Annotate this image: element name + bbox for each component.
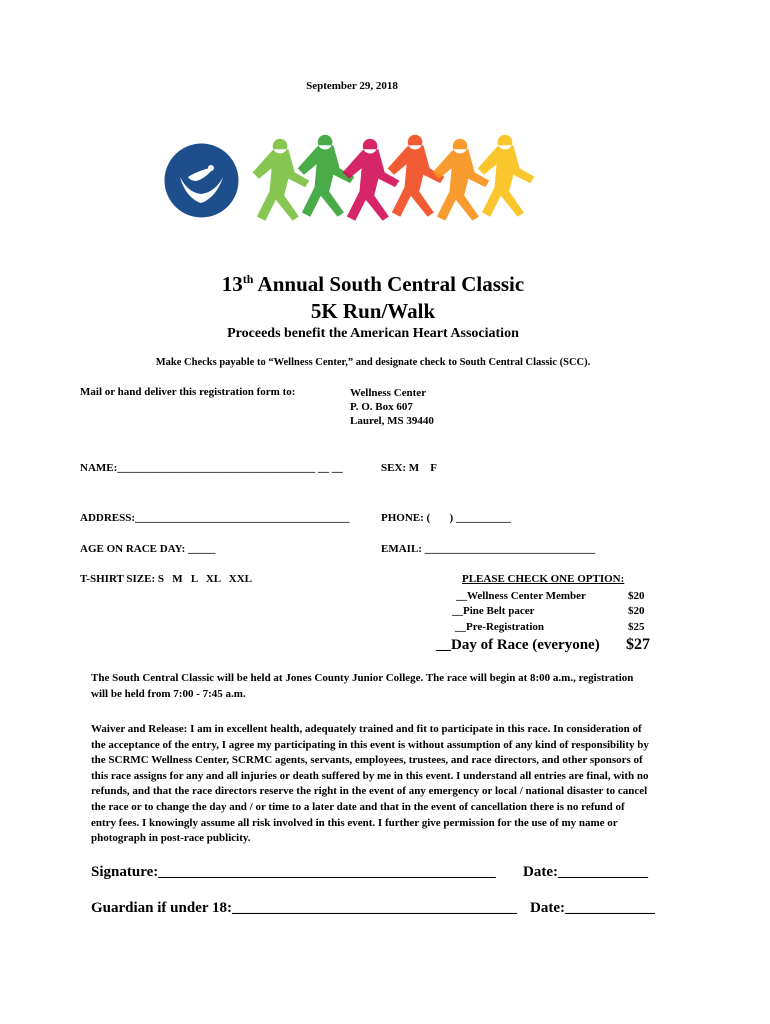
email-field[interactable]: EMAIL: _______________________________ <box>381 543 596 555</box>
signature-field[interactable]: Signature:_____________________________________________ <box>91 864 496 880</box>
mailing-address <box>350 386 434 428</box>
runner-silhouette <box>298 135 355 217</box>
waiver-line: entry fees. I knowingly assume all risk involved in this event. I further give permission for the use of my name or <box>91 816 618 829</box>
options-heading: PLEASE CHECK ONE OPTION: <box>462 573 625 585</box>
paragraph-line: will be held from 7:00 - 7:45 a.m. <box>91 687 246 700</box>
address-field[interactable]: ADDRESS:_______________________________________ <box>80 512 350 524</box>
runner-silhouette <box>478 135 535 217</box>
waiver-line: this race assigns for any and all injuries or death suffered by me in this event. I understand all entries are final, with no <box>91 769 649 782</box>
checks-note: Make Checks payable to “Wellness Center,” and designate check to South Central Classic (SCC). <box>155 357 591 368</box>
page-title-line2: 5K Run/Walk <box>310 299 436 323</box>
name-field[interactable]: NAME:____________________________________ __ __ <box>80 462 343 474</box>
guardian-signature-field[interactable]: Guardian if under 18:______________________________________ <box>91 900 517 916</box>
address-line: P. O. Box 607 <box>350 401 413 413</box>
waiver-line: the acceptance of the entry, I agree my participating in this event is without assumption of any kind of responsibility by <box>91 738 649 751</box>
option-pre-registration[interactable]: __Pre-Registration <box>455 621 544 633</box>
option-price: $20 <box>628 590 645 602</box>
paragraph-line: The South Central Classic will be held at Jones County Junior College. The race will begin at 8:00 a.m., registration <box>91 672 634 684</box>
waiver-line: refunds, and that the race directors reserve the right in the event of any emergency or local / national disaster to cancel <box>91 785 648 798</box>
phone-field[interactable]: PHONE: ( ) __________ <box>381 512 511 524</box>
option-price: $20 <box>628 605 645 617</box>
sex-field[interactable]: SEX: M F <box>381 462 437 474</box>
waiver-line: the race or to change the day and / or time to a later date and that in the event of cancellation there is no refund of <box>91 800 625 813</box>
event-location-paragraph <box>91 671 731 702</box>
option-wellness-member[interactable]: __Wellness Center Member <box>456 590 586 602</box>
title-rest: Annual South Central Classic <box>253 272 525 296</box>
tshirt-size-field[interactable]: T-SHIRT SIZE: S M L XL XXL <box>80 573 253 585</box>
wellness-center-logo <box>164 143 239 218</box>
age-field[interactable]: AGE ON RACE DAY: _____ <box>80 543 216 555</box>
waiver-line: the SCRMC Wellness Center, SCRMC agents, servants, employees, trustees, and race directors, and other sponsors of <box>91 754 643 767</box>
waiver-line: Waiver and Release: I am in excellent health, adequately trained and fit to participate in this race. In consideration of <box>91 723 642 735</box>
runners-graphic <box>250 125 535 235</box>
day-of-race-price: $27 <box>626 636 650 653</box>
address-line: Laurel, MS 39440 <box>350 415 434 427</box>
document-date: September 29, 2018 <box>306 80 398 92</box>
waiver-line: photograph in post-race publicity. <box>91 832 251 845</box>
waiver-paragraph <box>91 722 731 847</box>
address-line: Wellness Center <box>350 387 427 399</box>
runner-silhouette <box>253 139 310 221</box>
subtitle: Proceeds benefit the American Heart Association <box>227 326 519 341</box>
runner-silhouette <box>388 135 445 217</box>
option-day-of-race[interactable]: __Day of Race (everyone) <box>436 637 600 653</box>
option-price: $25 <box>628 621 645 633</box>
signature-date-field[interactable]: Date:____________ <box>523 864 648 880</box>
option-pine-belt-pacer[interactable]: __Pine Belt pacer <box>452 605 535 617</box>
title-number: 13 <box>221 272 243 296</box>
mail-label: Mail or hand deliver this registration form to: <box>80 386 296 398</box>
page-title <box>0 272 746 297</box>
title-suffix: th <box>242 272 254 286</box>
guardian-date-field[interactable]: Date:____________ <box>530 900 655 916</box>
